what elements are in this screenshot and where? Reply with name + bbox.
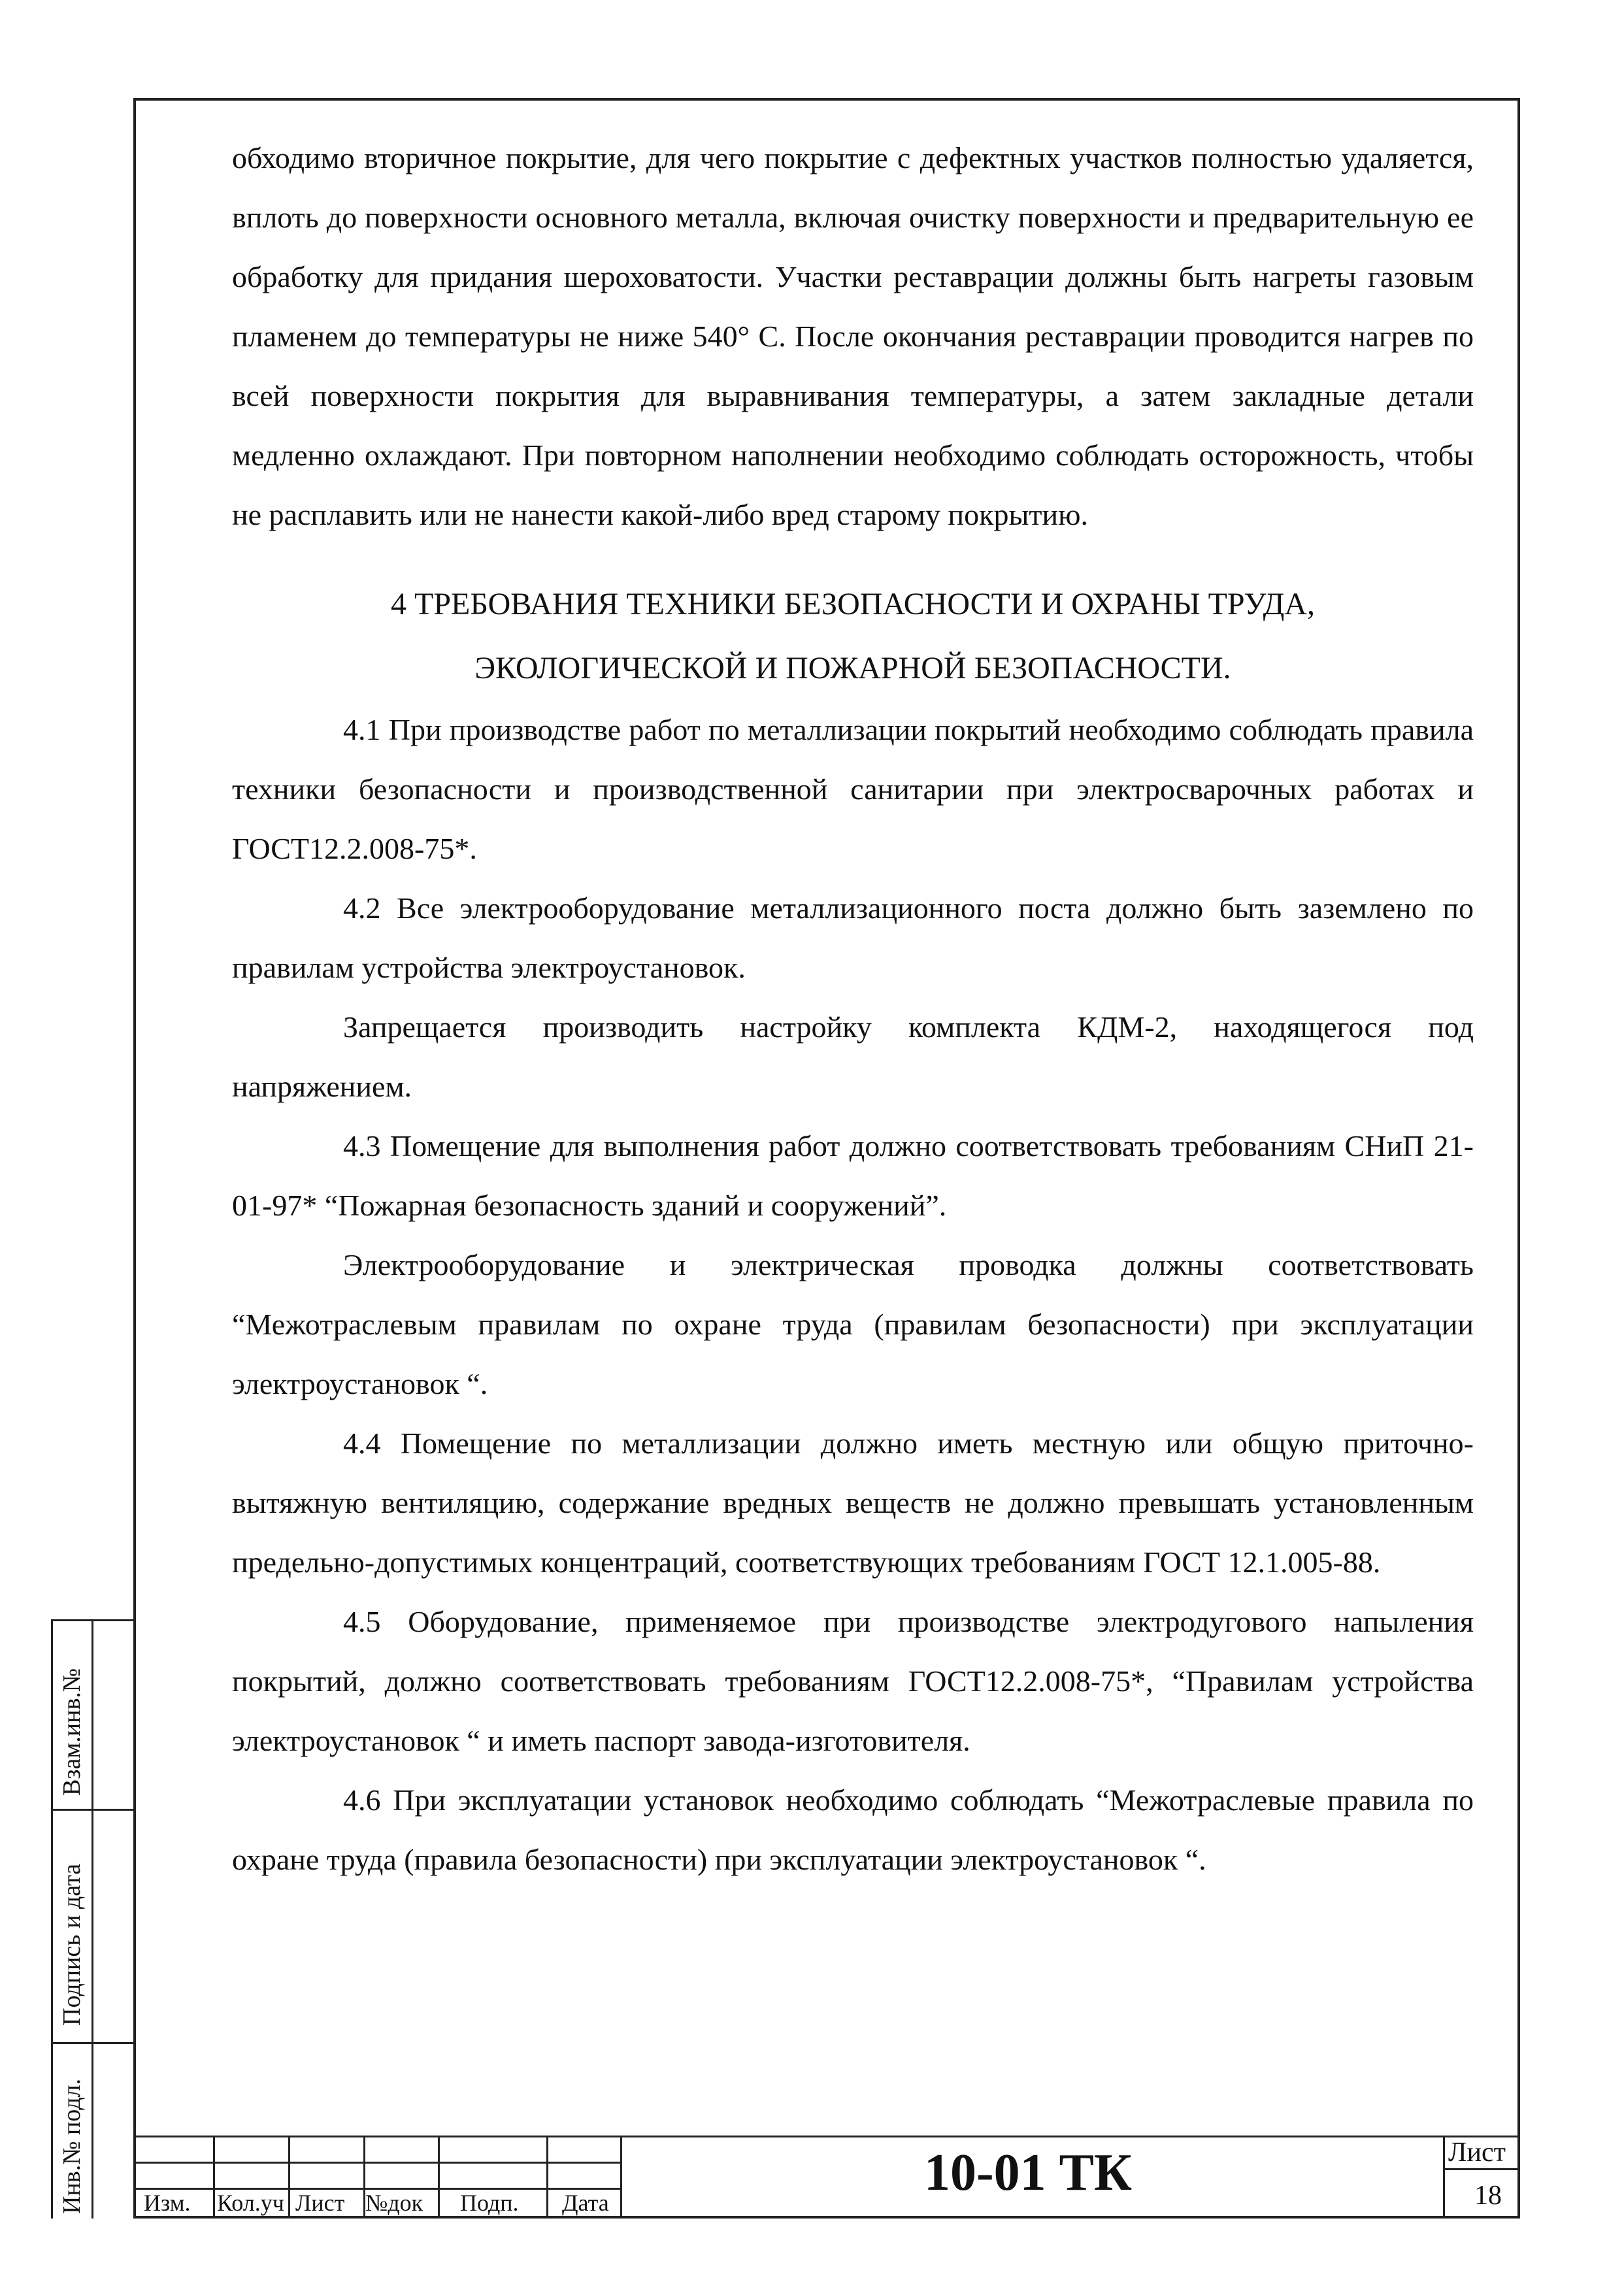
paragraph-4-3-b: Электрооборудование и электрическая проводка должны соответствовать “Межотраслевым правилам по охране труда (правилам безопасности) при эксплуатации электроустановок “. <box>232 1248 1474 1400</box>
sheet-number: 18 <box>1474 2181 1502 2211</box>
frame-top-border <box>133 98 1520 101</box>
tb-col-line-5 <box>546 2136 548 2219</box>
tb-n-dok: №док <box>365 2190 423 2216</box>
side-stamp-outer-line <box>51 1619 53 2219</box>
title-block <box>133 2136 1520 2219</box>
label-inv-podl: Инв.№ подл. <box>58 2078 86 2214</box>
side-stamp-top-line <box>51 1619 136 1621</box>
paragraph-4-4: 4.4 Помещение по металлизации должно иметь местную или общую приточно-вытяжную вентиляцию, содержание вредных веществ не должно превышать установленным предельно-допустимых концентраций, соответствующих требованиям ГОСТ 12.1.005-88. <box>232 1427 1474 1579</box>
tb-col-line-2 <box>288 2136 290 2219</box>
sheet-label: Лист <box>1448 2137 1506 2168</box>
paragraph-4-5: 4.5 Оборудование, применяемое при производстве электродугового напыления покрытий, должно соответствовать требованиям ГОСТ12.2.008-75*, “Правилам устройства электроустановок “ и иметь паспорт завода-изготовителя. <box>232 1605 1474 1757</box>
label-podpis-data: Подпись и дата <box>58 1863 86 2026</box>
side-stamp-divider-1 <box>51 1809 136 1811</box>
tb-data: Дата <box>562 2190 609 2216</box>
paragraph-4-3: 4.3 Помещение для выполнения работ должно соответствовать требованиям СНиП 21-01-97* “Пожарная безопасность зданий и сооружений”. <box>232 1129 1474 1222</box>
tb-podp: Подп. <box>460 2190 519 2216</box>
document-code: 10-01 ТК <box>924 2144 1133 2202</box>
tb-izm: Изм. <box>144 2190 191 2216</box>
paragraph-4-2: 4.2 Все электрооборудование металлизационного поста должно быть заземлено по правилам устройства электроустановок. <box>232 891 1474 984</box>
frame-left-border <box>133 98 136 2219</box>
tb-col-line-7 <box>1443 2136 1445 2219</box>
tb-list: Лист <box>295 2190 345 2216</box>
paragraph-4-2-b: Запрещается производить настройку комплекта КДМ-2, находящегося под напряжением. <box>232 1010 1474 1103</box>
paragraph-4-6: 4.6 При эксплуатации установок необходимо соблюдать “Межотраслевые правила по охране труда (правила безопасности) при эксплуатации электроустановок “. <box>232 1783 1474 1876</box>
paragraph-continuation: обходимо вторичное покрытие, для чего покрытие с дефектных участков полностью удаляется, вплоть до поверхности основного металла, включая очистку поверхности и предварительную ее обработку для придания шероховатости. Участки реставрации должны быть нагреты газовым пламенем до температуры не ниже 540° С. После окончания реставрации проводится нагрев по всей поверхности покрытия для выравнивания температуры, а затем закладные детали медленно охлаждают. При повторном наполнении необходимо соблюдать осторожность, чтобы не расплавить или не нанести какой-либо вред старому покрытию. <box>232 141 1474 531</box>
section-heading-line-2: ЭКОЛОГИЧЕСКОЙ И ПОЖАРНОЙ БЕЗОПАСНОСТИ. <box>474 651 1231 685</box>
paragraph-4-1: 4.1 При производстве работ по металлизации покрытий необходимо соблюдать правила техники безопасности и производственной санитарии при электросварочных работах и ГОСТ12.2.008-75*. <box>232 713 1474 865</box>
section-heading-line-1: 4 ТРЕБОВАНИЯ ТЕХНИКИ БЕЗОПАСНОСТИ И ОХРАНЫ ТРУДА, <box>391 587 1315 621</box>
tb-col-line-4 <box>438 2136 440 2219</box>
label-vzam-inv: Взам.инв.№ <box>58 1668 86 1796</box>
frame-right-border <box>1517 98 1520 2219</box>
tb-kol-uch: Кол.уч <box>217 2190 284 2216</box>
side-stamp-divider-2 <box>51 2042 136 2044</box>
tb-col-line-1 <box>213 2136 215 2219</box>
tb-top-line <box>133 2136 1520 2137</box>
side-stamp-inner-line <box>91 1619 93 2219</box>
document-body <box>232 128 1474 1889</box>
tb-sheet-divider <box>1443 2168 1520 2170</box>
tb-col-line-6 <box>620 2136 622 2219</box>
